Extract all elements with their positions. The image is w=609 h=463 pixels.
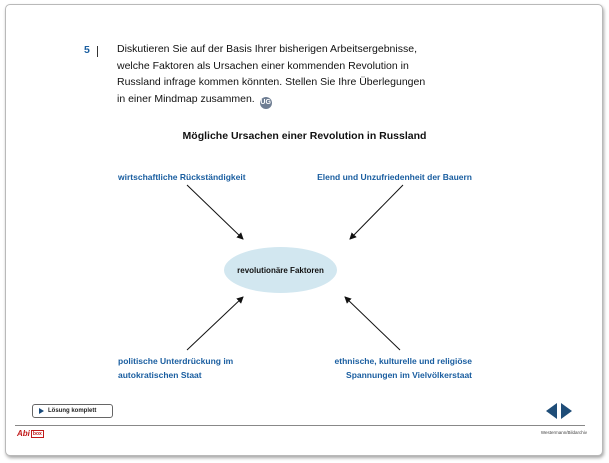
node-peasant-misery: Elend und Unzufriedenheit der Bauern [317,172,472,182]
node-political-oppression-line-2: autokratischen Staat [118,370,202,380]
image-credit: Westermann/Bildarchiv [540,430,587,435]
abibox-logo [17,429,44,438]
arrow-top-left [187,185,243,239]
mindmap-center-label: revolutionäre Faktoren [237,265,324,275]
task-line-4: in einer Mindmap zusammen. [117,92,255,105]
footer-divider [15,425,585,426]
logo-text: Abi [17,429,30,438]
solution-complete-button[interactable] [32,404,113,418]
task-number: 5 [84,44,90,56]
arrow-top-right [350,185,403,239]
mindmap-title: Mögliche Ursachen einer Revolution in Russland [182,130,427,142]
play-icon [39,408,44,414]
node-ethnic-tensions-line-2: Spannungen im Vielvölkerstaat [346,370,472,380]
task-line-3: Russland infrage kommen könnten. Stellen Sie Ihre Überlegungen [117,76,426,88]
arrow-bottom-left [187,297,243,350]
task-line-1: Diskutieren Sie auf der Basis Ihrer bisherigen Arbeitsergebnisse, [117,43,417,55]
arrow-bottom-right [345,297,400,350]
logo-box: box [32,431,42,437]
solution-button-label: Lösung komplett [48,408,97,414]
previous-arrow-icon[interactable] [546,403,557,419]
node-economic-backwardness: wirtschaftliche Rückständigkeit [118,172,246,182]
mindmap-center [224,247,337,293]
task-line-2: welche Faktoren als Ursachen einer kommenden Revolution in [117,59,409,72]
group-work-icon: UG [260,97,272,109]
next-arrow-icon[interactable] [561,403,572,419]
node-ethnic-tensions-line-1: ethnische, kulturelle und religiöse [334,356,472,366]
node-political-oppression-line-1: politische Unterdrückung im [118,356,234,366]
